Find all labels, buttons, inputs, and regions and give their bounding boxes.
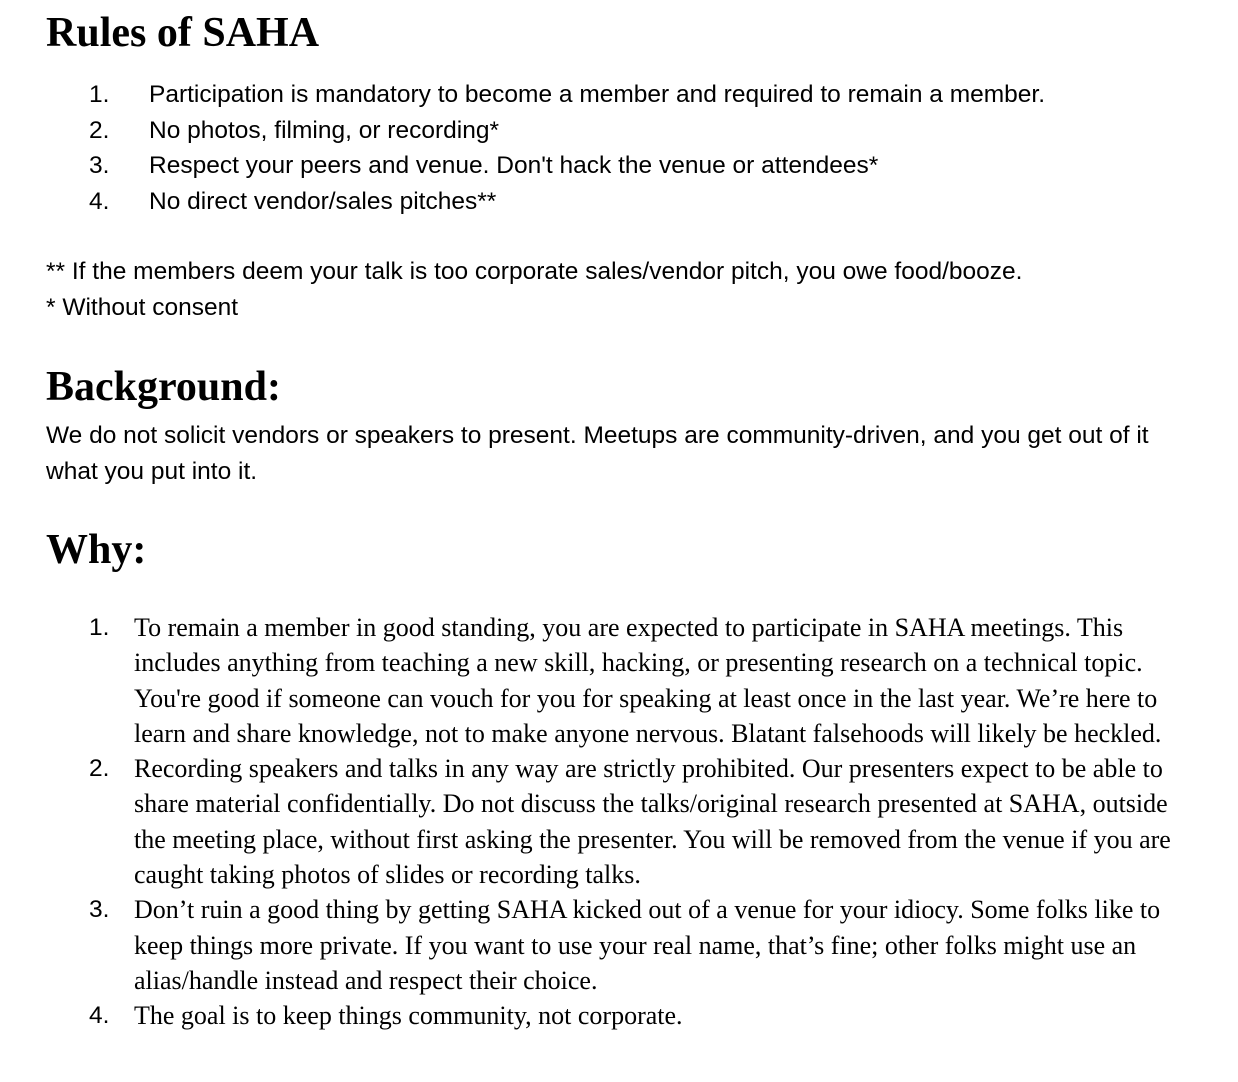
why-item [46, 892, 1196, 998]
why-item [46, 610, 1196, 751]
rule-number: 4. [89, 187, 110, 215]
background-heading: Background: [46, 364, 281, 410]
why-item [46, 998, 1196, 1033]
rule-text: No direct vendor/sales pitches** [149, 187, 497, 215]
rule-text: Participation is mandatory to become a member and required to remain a member. [149, 81, 1046, 108]
rule-number: 2. [89, 116, 110, 144]
why-list [46, 610, 1196, 1034]
footnote-single-asterisk: * Without consent [46, 293, 239, 321]
why-number: 2. [89, 755, 110, 783]
rule-text: Respect your peers and venue. Don't hack the venue or attendees* [149, 152, 879, 179]
why-item [46, 751, 1196, 892]
why-number: 4. [89, 1002, 110, 1030]
rule-number: 3. [89, 152, 110, 179]
rule-text: No photos, filming, or recording* [149, 116, 499, 144]
why-text: To remain a member in good standing, you are expected to participate in SAHA meetings. This includes anything from teaching a new skill, hacking, or presenting research on a technical topic. You're good if someone can vouch for you for speaking at least once in the last year. We’re here to learn and share knowledge, not to make anyone nervous. Blatant falsehoods will likely be heckled. [134, 613, 1162, 748]
why-number: 3. [89, 896, 110, 924]
why-text: Recording speakers and talks in any way are strictly prohibited. Our presenters expect to be able to share material confidentially. Do not discuss the talks/original research presented at SAHA, outside the meeting place, without first asking the presenter. You will be removed from the venue if you are caught taking photos of slides or recording talks. [134, 754, 1171, 890]
background-paragraph: We do not solicit vendors or speakers to present. Meetups are community-driven, and you get out of it what you put into it. [46, 422, 1149, 485]
why-heading: Why: [46, 527, 147, 573]
why-text: Don’t ruin a good thing by getting SAHA kicked out of a venue for your idiocy. Some folks like to keep things more private. If you want to use your real name, that’s fine; other folks might use an alias/handle instead and respect their choice. [134, 895, 1161, 995]
rule-number: 1. [89, 81, 110, 108]
page-title: Rules of SAHA [46, 10, 320, 56]
footnote-double-asterisk: ** If the members deem your talk is too corporate sales/vendor pitch, you owe food/booze. [46, 258, 1023, 285]
why-number: 1. [89, 614, 110, 641]
footnotes [46, 254, 1022, 325]
why-text: The goal is to keep things community, not corporate. [134, 1001, 683, 1031]
